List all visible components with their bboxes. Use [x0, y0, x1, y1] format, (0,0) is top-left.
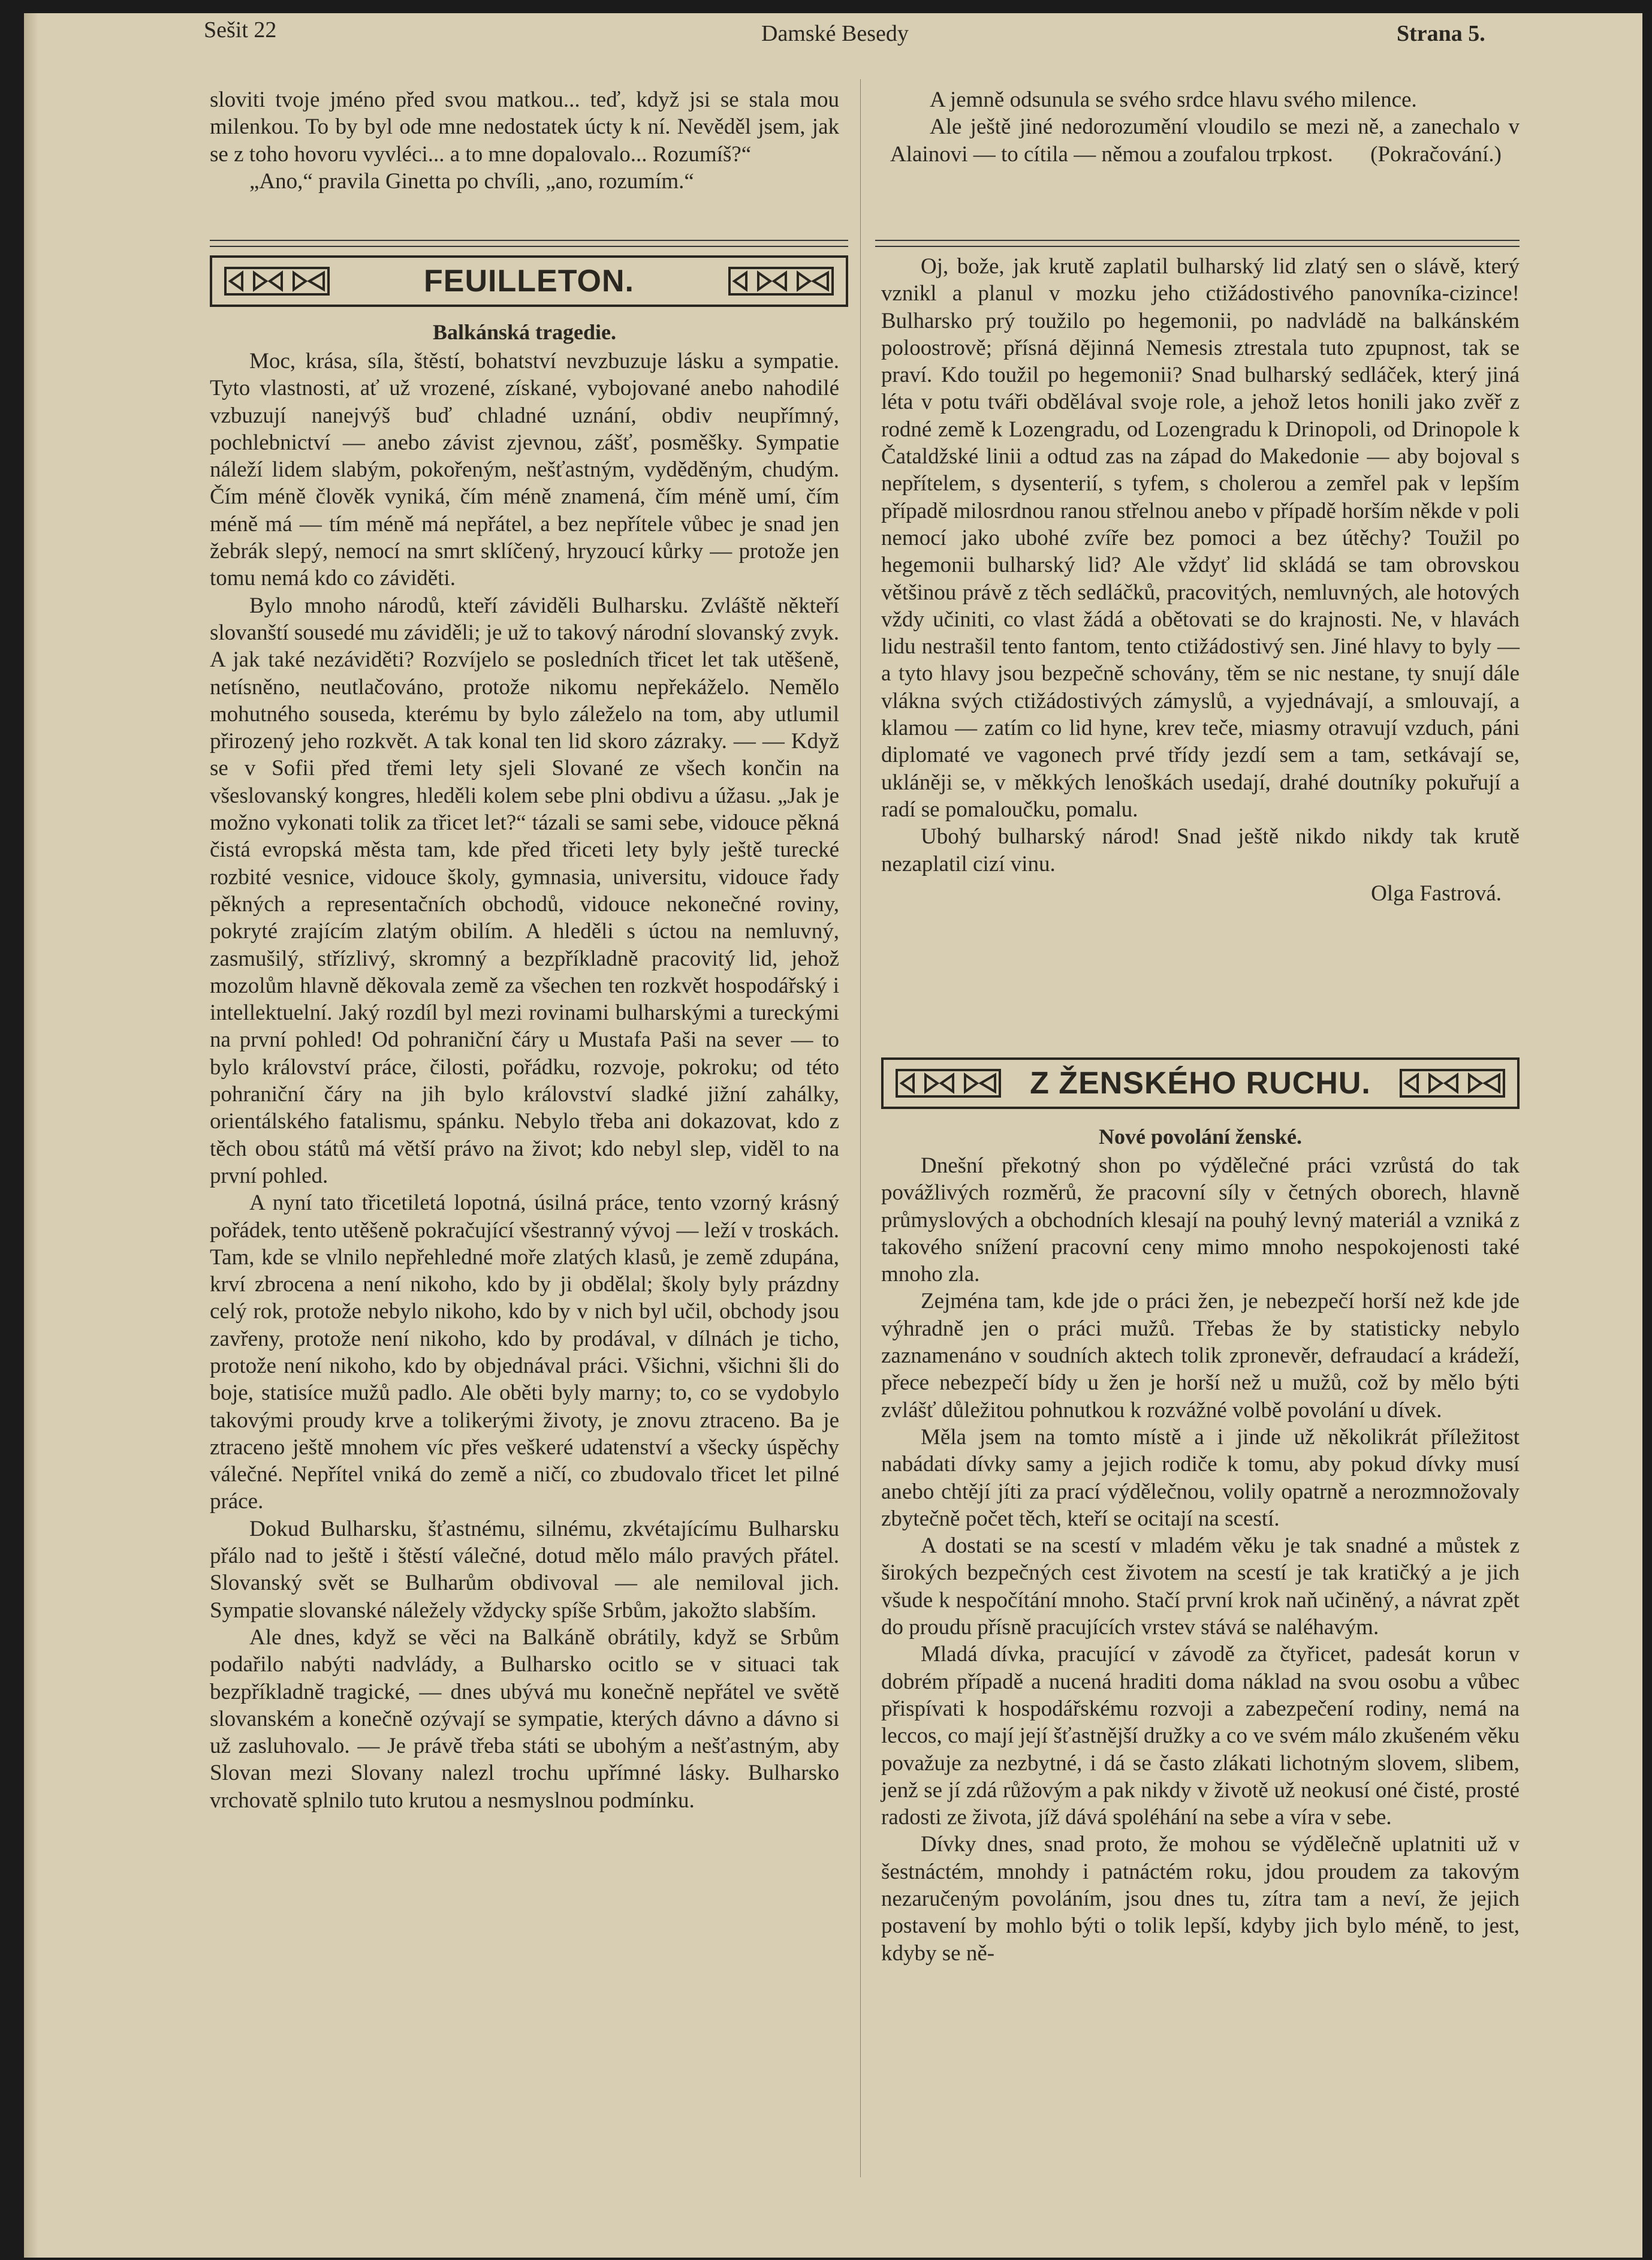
serial-ending-left — [210, 86, 839, 195]
article-paragraph: Ubohý bulharský národ! Snad ještě nikdo nikdy tak krutě nezaplatil cizí vinu. — [881, 824, 1520, 876]
ornament-icon — [224, 267, 330, 296]
article-title: Balkánská tragedie. — [432, 320, 617, 344]
ornament-icon — [728, 267, 834, 296]
feuilleton-article — [210, 317, 839, 1814]
article-paragraph: A dostati se na scestí v mladém věku je tak snadné a můstek z širokých bezpečných cest životem na scestí je tak kratičký a je jich všude k nespočítání mnoho. Stačí první krok naň učiněný, a návrat zpět do proudu přísně pracujících vrstev stává se naléhavým. — [881, 1533, 1520, 1640]
journal-title: Damské Besedy — [761, 21, 909, 46]
page-header — [24, 13, 1642, 55]
page-binding-edge — [24, 13, 38, 2258]
feuilleton-continuation — [881, 253, 1520, 907]
article-paragraph: Dnešní překotný shon po výdělečné práci vzrůstá do tak povážlivých rozměrů, že pracovní síly v četných oborech, hlavně průmyslových a obchodních klesají na pouhý levný materiál a vzniká z takového snížení pracovní ceny mimo mnoho nespokojenosti také mnoho zla. — [881, 1153, 1520, 1287]
ornament-icon — [1400, 1069, 1505, 1098]
article-paragraph: Oj, bože, jak krutě zaplatil bulharský lid zlatý sen o slávě, který vznikl a planul v mozku jeho ctižádostivého panovníka-cizince! Bulharsko prý toužilo po hegemonii, po nadvládě na balkánském poloostrově; přísná dějinná Nemesis ztrestala tuto zpupnost, tak se praví. Kdo toužil po hegemonii? Snad bulharský sedláček, který jiná léta v potu tváři obdělával svoje role, a jehož letos honili jako zvěř z rodné země k Lozengradu, od Lozengradu k Drinopoli, od Drinopole k Čataldžské linii a odtud zas na západ do Makedonie — aby bojoval s nepřítelem, s dysenterií, s tyfem, s cholerou a zemřel pak v lepším případě milosrdnou ranou střelnou anebo v případě horším někde v poli nemocí jako ubohé zvíře bez pomoci a bez útěchy? Toužil po hegemonii bulharský lid? Ale vždyť lid skládá se tam obrovskou většinou právě z těch sedláčků, pracovitých, nemluvných, ale hotových vždy učiniti, co vlast žádá a obětovati se do krajnosti. Ne, v hlavách lidu nestrašil tento fantom, tento ctižádostivý sen. Jiné hlavy to byly — a tyto hlavy jsou bezpečně schovány, těm se nic nestane, ty snují dále vlákna svých ctižádostivých zámyslů, a vyjednávají, a smlouvají, a klamou — zatím co lid hyne, krev teče, miasmy otravují vzduch, páni diplomaté ve vagonech prvé třídy jezdí sem a tam, setkávají se, ukláněji se, v měkkých lenoškách usedají, drahé doutníky pokuřují a radí se pomaloučku, pomalu. — [881, 254, 1520, 822]
column-divider — [860, 79, 861, 2177]
article-paragraph: Bylo mnoho národů, kteří záviděli Bulharsku. Zvláště někteří slovanští sousedé mu záviděli; je už to takový národní slovanský zvyk. A jak také nezáviděti? Rozvíjelo se posledních třicet let tak utěšeně, netísněno, neutlačováno, protože nikomu nepřekáželo. Nemělo mohutného souseda, kterému by bylo záleželo na tom, aby utlumil přirozený jeho rozkvět. A tak konal ten lid skoro zázraky. — — Když se v Sofii před třemi lety sjeli Slované ze všech končin na všeslovanský kongres, hleděli kolem sebe plni obdivu a úžasu. „Jak je možno vykonati tolik za třicet let?“ tázali se sami sebe, vidouce pěkná čistá evropská města tam, kde před třiceti lety byly ještě turecké rozbité vesnice, vidouce školy, gymnasia, universitu, vidouce řady pěkných a representačních obchodů, vidouce nekonečné roviny, pokryté zrajícím zlatým obilím. A hleděli s úctou na nemluvný, zasmušilý, střízlivý, skromný a bezpříkladně pracovitý lid, jehož mozolům hlavně děkovala země za všechen ten rozkvět hospodářský i intellektuelní. Jaký rozdíl byl mezi rovinami bulharskými a tureckými na první pohled! Od pohraniční čáry u Mustafa Paši na sever — to bylo království práce, čilosti, pořádku, rozvoje, pokroku; od této pohraniční čáry na jih bylo království sladké jižní zahálky, orientálského fatalismu, spánku. Nebylo třeba ani dokazovat, kdo z těch obou států má větší právo na život; kdo nebyl slep, viděl to na první pohled. — [210, 593, 839, 1188]
serial-paragraph: „Ano,“ pravila Ginetta po chvíli, „ano, rozumím.“ — [249, 168, 694, 194]
article-paragraph: Moc, krása, síla, štěstí, bohatství nevzbuzuje lásku a sympatie. Tyto vlastnosti, ať už vrozené, získané, vybojované anebo nahodilé vzbuzují nanejvýš buď chladné uznání, obdiv neupřímný, pochlebnictví — anebo závist zjevnou, zášť, posměšky. Sympatie náleží lidem slabým, pokořeným, nešťastným, vyděděným, chudým. Čím méně člověk vyniká, čím méně znamená, čím méně umí, čím méně má — tím méně má nepřátel, a bez nepřítele vůbec je snad jen žebrák slepý, nemocí na smrt sklíčený, hryzoucí kůrky — protože jen tomu nemá kdo co záviděti. — [210, 349, 839, 591]
page-number: Strana 5. — [1397, 21, 1485, 46]
double-rule — [875, 240, 1520, 247]
article-paragraph: A nyní tato třicetiletá lopotná, úsilná práce, tento vzorný krásný pořádek, tento utěšeně pokračující všestranný vývoj — leží v troskách. Tam, kde se vlnilo nepřehledné moře zlatých klasů, je země zdupána, krví zbrocena a není nikoho, kdo by ji obdělal; školy byly prázdny celý rok, protože nebylo nikoho, kdo by v nich byl učil, obchody jsou zavřeny, protože není nikoho, kdo by prodával, v dílnách je ticho, protože není nikoho, kdo by objednával práci. Všichni, všichni šli do boje, statisíce mužů padlo. Ale oběti byly marny; to, co se vydobylo takovými proudy krve a tolikerými životy, je znovu ztraceno. Ba je ztraceno ještě mnohem víc přes veškeré udatenství a všecky úspěchy válečné. Nepřítel vniká do země a ničí, co zbudovalo třicet let pilné práce. — [210, 1191, 839, 1514]
zensky-ruch-banner — [881, 1057, 1520, 1109]
serial-paragraph: sloviti tvoje jméno před svou matkou... teď, když jsi se stala mou milenkou. To by byl ode mne nedostatek úcty k ní. Nevěděl jsem, jak se z toho hovoru vyvléci... a to mne dopalovalo... Rozumíš?“ — [210, 88, 839, 167]
article-paragraph: Dívky dnes, snad proto, že mohou se výdělečně uplatniti už v šestnáctém, mnohdy i patnáctém roku, jdou proudem za takovým nezaručeným povoláním, jsou dnes tu, zítra tam a neví, že jejich postavení by mohlo býti o tolik lepší, kdyby jich bylo méně, to jest, kdyby se ně- — [881, 1832, 1520, 1966]
section-title: Z ŽENSKÉHO RUCHU. — [1030, 1066, 1371, 1101]
serial-paragraph: Ale ještě jiné nedorozumění vloudilo se mezi ně, a zanechalo v Alainovi — to cítila — němou a zoufalou trpkost. — [890, 114, 1520, 167]
zensky-ruch-article — [881, 1121, 1520, 1967]
author-signature: Olga Fastrová. — [1371, 881, 1502, 906]
section-title: FEUILLETON. — [424, 264, 634, 299]
serial-ending-right — [890, 86, 1520, 168]
ornament-icon — [896, 1069, 1001, 1098]
double-rule — [210, 240, 848, 247]
article-paragraph: Měla jsem na tomto místě a i jinde už několikrát příležitost nabádati dívky samy a jejich rodiče k tomu, aby pokud dívky musí anebo chtějí jíti za prací výdělečnou, volily opatrně a nerozmnožovaly zbytečně počet těch, kteří se ocitají na scestí. — [881, 1424, 1520, 1531]
article-paragraph: Zejména tam, kde jde o práci žen, je nebezpečí horší než kde jde výhradně jen o práci mužů. Třebas že by statisticky nebylo zaznamenáno v soudních aktech tolik zpronevěr, defraudací a krádeží, přece nebezpečí bídy u žen je horší než u mužů, což by mělo býti zvlášť důležitou pohnutkou k rozvážné volbě povolání u dívek. — [881, 1289, 1520, 1423]
magazine-page — [24, 13, 1642, 2258]
article-title: Nové povolání ženské. — [1098, 1125, 1302, 1149]
continuation-note: (Pokračování.) — [1370, 141, 1502, 167]
article-paragraph: Mladá dívka, pracující v závodě za čtyřicet, padesát korun v dobrém případě a nucená hraditi doma náklad na svou osobu a vůbec přispívati k hospodářskému rozvoji a zabezpečení rodiny, nemá na leccos, co mají její šťastnější družky a co ve svém málo zkušeném věku považuje za nezbytné, i dá se často zlákati lichotným slovem, slibem, jenž se jí zdá růžovým a pak nikdy v životě už neokusí oné čisté, prosté radosti ze života, jíž dává spoléhání na sebe a víra v sebe. — [881, 1642, 1520, 1830]
feuilleton-banner — [210, 255, 848, 307]
article-paragraph: Ale dnes, když se věci na Balkáně obrátily, když se Srbům podařilo nabýti nadvlády, a Bulharsko ocitlo se v situaci tak bezpříkladně tragické, — dnes ubývá mu konečně nepřátel ve světě slovanském a konečně ozývají se sympatie, kterých dávno a dávno si už zasluhovalo. — Je právě třeba státi se ubohým a nešťastným, aby Slovan mezi Slovany nalezl trochu upřímné lásky. Bulharsko vrchovatě splnilo tuto krutou a nesmyslnou podmínku. — [210, 1625, 839, 1813]
article-paragraph: Dokud Bulharsku, šťastnému, silnému, zkvétajícímu Bulharsku přálo nad to ještě i štěstí válečné, dotud mělo málo pravých přátel. Slovanský svět se Bulharům obdivoval — ale nemiloval jich. Sympatie slovanské náležely vždycky spíše Srbům, jakožto slabším. — [210, 1516, 839, 1623]
issue-number: Sešit 22 — [204, 17, 277, 43]
serial-paragraph: A jemně odsunula se svého srdce hlavu svého milence. — [930, 88, 1417, 112]
